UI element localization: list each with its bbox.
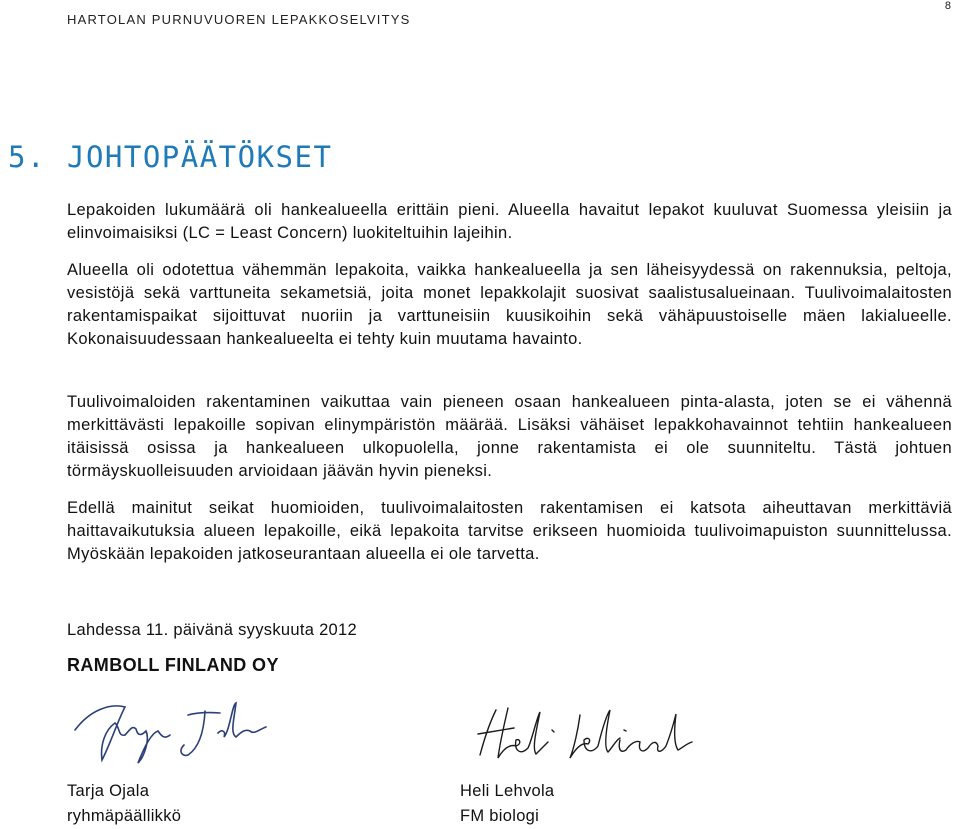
paragraph-3: Tuulivoimaloiden rakentaminen vaikuttaa vain pieneen osaan hankealueen pinta-alasta, joten se ei vähennä merkittävästi lepakoille sopivan elinympäristön määrää. Lisäksi vähäiset lepakkohavainnot tehtiin hankealueen itäisissä osissa ja hankealueen ulkopuolella, jonne rakentamista ei ole suunniteltu. Tästä johtuen törmäyskuolleisuuden arvioidaan jäävän hyvin pieneksi. [67,393,952,480]
place-and-date: Lahdessa 11. päivänä syyskuuta 2012 [67,621,357,639]
paragraph-2: Alueella oli odotettua vähemmän lepakoita, vaikka hankealueella ja sen läheisyydessä on rakennuksia, peltoja, vesistöjä sekä varttuneita sekametsiä, joita monet lepakkolajit suosivat saalistusalueinaan. Tuulivoimalaitosten rakentamispaikat sijoittuvat nuoriin ja varttuneisiin kuusikoihin sekä vähäpuustoiselle mäen lakialueelle. Kokonaisuudessaan hankealueelta ei tehty kuin muutama havainto. [67,261,952,348]
section-heading [8,140,332,174]
signer-name: Heli Lehvola [460,782,555,800]
section-title: JOHTOPÄÄTÖKSET [67,140,333,174]
paragraph-4: Edellä mainitut seikat huomioiden, tuulivoimalaitosten rakentamisen ei katsota aiheuttavan merkittäviä haittavaikutuksia alueen lepakoille, eikä lepakoita tarvitse erikseen huomioida tuulivoimapuiston suunnittelussa. Myöskään lepakoiden jatkoseurantaan alueella ei ole tarvetta. [67,499,952,563]
signer-title: FM biologi [460,807,540,825]
section-number: 5. [8,140,46,174]
signer-1 [67,779,181,829]
signer-title: ryhmäpäällikkö [67,807,182,825]
signature-tarja-ojala [70,685,280,765]
page-number: 8 [944,0,951,12]
signer-2 [460,779,554,829]
company-name: RAMBOLL FINLAND OY [67,655,279,675]
signer-name: Tarja Ojala [67,782,150,800]
paragraph-1: Lepakoiden lukumäärä oli hankealueella erittäin pieni. Alueella havaitut lepakot kuuluvat Suomessa yleisiin ja elinvoimaisiksi (LC = Least Concern) luokiteltuihin lajeihin. [67,201,952,242]
document-header: HARTOLAN PURNUVUOREN LEPAKKOSELVITYS [67,12,411,27]
signature-heli-lehvola [470,700,700,765]
